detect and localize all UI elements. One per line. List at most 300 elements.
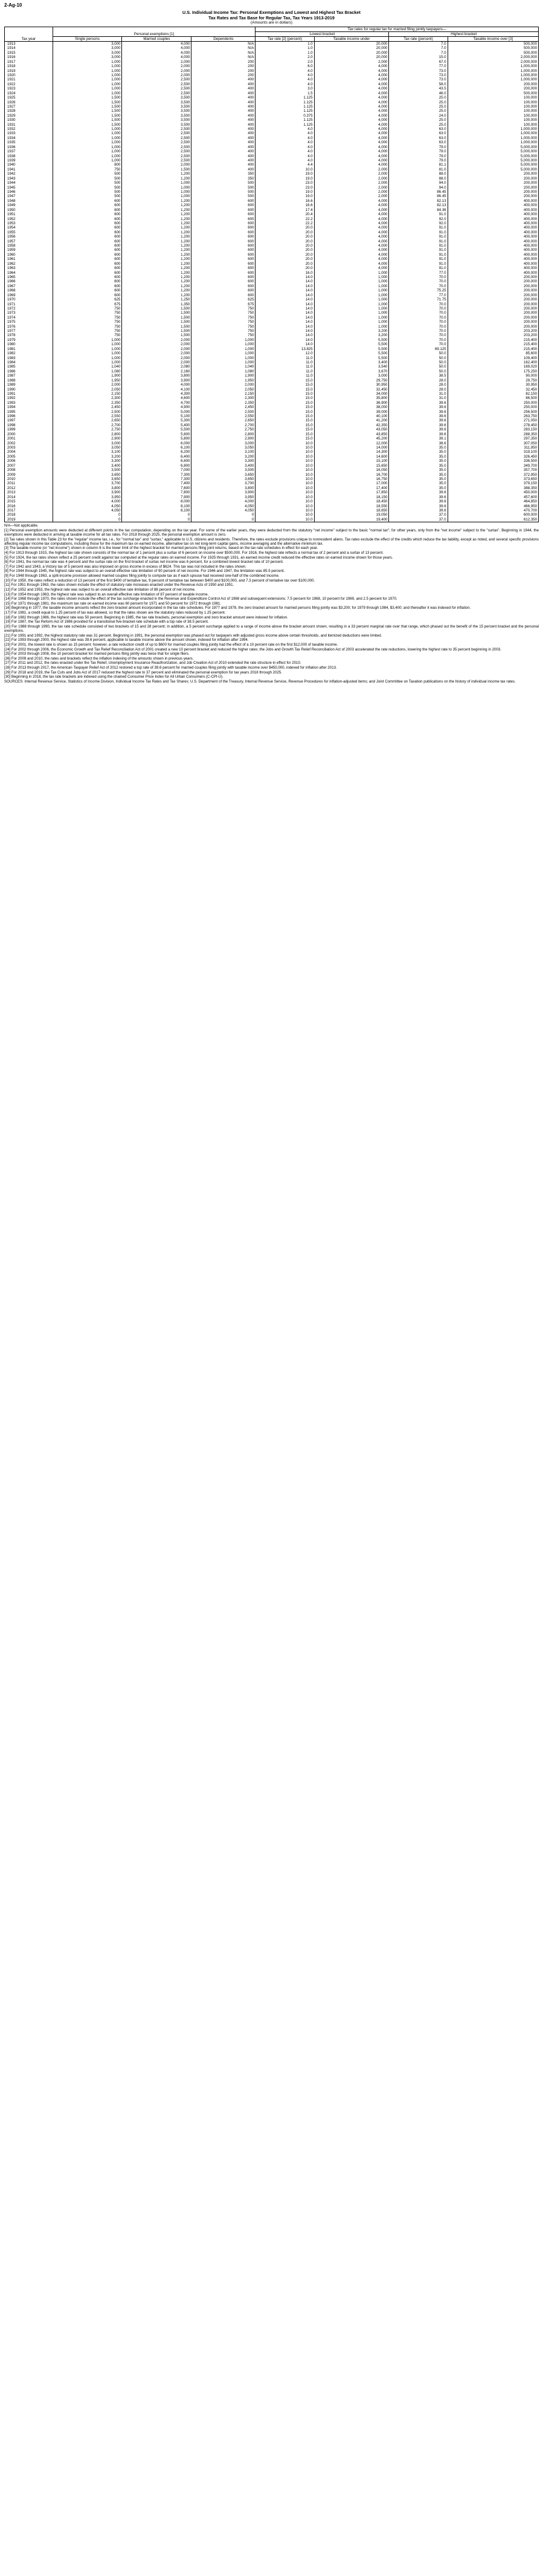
cell-lowest-income: 4,000 [314,149,389,154]
cell-highest-rate: 50.0 [389,351,448,355]
cell-highest-income: 2,000,000 [448,60,538,64]
cell-dependents: 500 [191,181,255,185]
cell-single: 600 [53,262,122,266]
cell-lowest-rate: 4.0 [255,136,314,140]
table-row [5,468,539,472]
cell-tax-year: 1982 [5,351,53,355]
cell-dependents: 600 [191,239,255,244]
cell-tax-year: 1986 [5,369,53,374]
cell-lowest-rate: 10.0 [255,446,314,450]
table-row [5,60,539,64]
cell-married: 2,500 [122,77,191,82]
cell-married: 8,000 [122,499,191,504]
table-row [5,217,539,221]
cell-tax-year: 1928 [5,109,53,113]
cell-married: 2,500 [122,149,191,154]
cell-lowest-rate: 11.0 [255,360,314,365]
cell-dependents: 200 [191,69,255,73]
cell-tax-year: 1990 [5,388,53,392]
table-row [5,105,539,109]
cell-tax-year: 2003 [5,446,53,450]
cell-dependents: 1,900 [191,374,255,378]
cell-highest-income: 200,000 [448,320,538,324]
cell-highest-rate: 73.0 [389,77,448,82]
table-row [5,388,539,392]
cell-highest-rate: 70.0 [389,302,448,307]
cell-highest-rate: 25.0 [389,96,448,100]
cell-lowest-rate: 1.5 [255,91,314,96]
cell-tax-year: 1937 [5,149,53,154]
cell-highest-income: 200,000 [448,307,538,311]
footnote: N/A—Not applicable. [4,524,39,528]
cell-lowest-rate: 1.125 [255,105,314,109]
cell-tax-year: 1934 [5,136,53,140]
cell-highest-rate: 25.0 [389,118,448,122]
cell-lowest-income: 4,000 [314,212,389,216]
cell-tax-year: 2002 [5,441,53,446]
cell-highest-income: 1,000,000 [448,64,538,68]
cell-tax-year: 1959 [5,248,53,252]
cell-lowest-rate: 14.0 [255,275,314,279]
cell-highest-income: 326,450 [448,455,538,459]
cell-dependents: 400 [191,136,255,140]
cell-single: 1,000 [53,64,122,68]
cell-married: 1,200 [122,230,191,235]
cell-tax-year: 1920 [5,73,53,77]
cell-lowest-income: 1,000 [314,293,389,297]
cell-married: 7,900 [122,495,191,499]
cell-married: 2,000 [122,163,191,167]
cell-lowest-rate: 1.0 [255,46,314,50]
header-rates-group: Tax rates for regular tax for married filing jointly taxpayers— [255,27,539,31]
table-row [5,405,539,409]
cell-lowest-rate: 11.0 [255,374,314,378]
cell-married: 2,000 [122,356,191,360]
cell-highest-income: 100,000 [448,123,538,127]
cell-dependents: 350 [191,172,255,176]
cell-lowest-rate: 15.0 [255,418,314,423]
cell-highest-rate: 79.0 [389,158,448,163]
table-row [5,199,539,203]
table-row [5,410,539,414]
cell-married: 0 [122,513,191,517]
cell-lowest-income: 4,000 [314,203,389,207]
cell-lowest-rate: 4.0 [255,158,314,163]
cell-highest-rate: 39.6 [389,499,448,504]
cell-highest-income: 200,000 [448,275,538,279]
cell-single: 600 [53,248,122,252]
cell-highest-rate: 69.125 [389,347,448,351]
footnote: [8] For 1944 through 1945, the highest rate was subject to an overall effective rate limitation of 90 percent of net income. For 1946 and 1947, the limitation was 85.5 percent. [4,569,285,574]
cell-single: 3,900 [53,490,122,495]
cell-highest-income: 162,400 [448,360,538,365]
table-row [5,262,539,266]
tax-rates-table [4,27,539,523]
cell-tax-year: 1944 [5,181,53,185]
table-row [5,383,539,387]
table-row [5,378,539,383]
cell-highest-income: 400,000 [448,257,538,261]
cell-tax-year: 1964 [5,271,53,275]
footnote: [7] For 1942 and 1943, a Victory tax of 5 percent was also imposed on gross income in excess of $624. This tax was not included in the rates shown. [4,564,246,569]
cell-married: 4,100 [122,388,191,392]
table-row [5,513,539,517]
cell-tax-year: 1953 [5,221,53,225]
cell-tax-year: 2000 [5,432,53,436]
cell-dependents: N/A [191,55,255,59]
cell-married: 1,500 [122,333,191,337]
cell-lowest-income: 4,000 [314,77,389,82]
cell-dependents: 750 [191,333,255,337]
cell-married: 1,350 [122,302,191,307]
cell-married: 1,200 [122,217,191,221]
table-row [5,248,539,252]
cell-single: 1,950 [53,378,122,383]
cell-lowest-income: 4,000 [314,163,389,167]
table-row [5,517,539,522]
cell-tax-year: 1960 [5,253,53,257]
cell-dependents: 2,900 [191,436,255,441]
table-row [5,423,539,427]
cell-married: 6,000 [122,441,191,446]
cell-single: 2,650 [53,418,122,423]
cell-lowest-rate: 6.0 [255,64,314,68]
cell-lowest-income: 4,000 [314,221,389,225]
cell-tax-year: 2011 [5,481,53,485]
cell-lowest-rate: 14.0 [255,320,314,324]
table-row [5,293,539,297]
cell-single: 3,000 [53,441,122,446]
cell-highest-rate: 39.6 [389,423,448,427]
footnote: [18] For 1982 through 1986, the highest rate was 50 percent. Beginning in 1985, the tax rate brackets, personal exemption and zero bracket amount were indexed for inflation. [4,615,288,620]
cell-lowest-rate: 14.0 [255,333,314,337]
cell-highest-income: 271,050 [448,418,538,423]
cell-lowest-rate: 19.0 [255,190,314,194]
cell-dependents: 600 [191,288,255,293]
cell-married: 8,100 [122,508,191,513]
cell-lowest-income: 3,000 [314,374,389,378]
cell-married: 7,300 [122,473,191,477]
cell-married: 3,500 [122,114,191,118]
cell-lowest-income: 12,000 [314,441,389,446]
cell-dependents: 500 [191,186,255,190]
cell-lowest-rate: 1.125 [255,100,314,105]
cell-lowest-income: 1,000 [314,325,389,329]
cell-dependents: 2,000 [191,383,255,387]
cell-lowest-income: 4,000 [314,262,389,266]
cell-lowest-income: 4,000 [314,127,389,131]
cell-married: 2,500 [122,145,191,149]
cell-single: 750 [53,329,122,333]
cell-highest-income: 200,000 [448,316,538,320]
cell-tax-year: 1913 [5,42,53,47]
cell-highest-rate: 35.0 [389,481,448,485]
cell-lowest-rate: 4.0 [255,77,314,82]
cell-lowest-rate: 4.0 [255,145,314,149]
footnote: [1] Personal exemption amounts were deducted at different points in the tax computation, depending on the tax year. For some of the earlier years, they were deducted from the statutory "net income" subject to the basic "normal tax"; for other years, only from the "net income" subject to the "surtax". Beginning in 1944, the exemptions were deducted in arriving at taxable income for all tax rates. For 2018 through 2025, the personal exemption amount is zero. [4,528,539,537]
table-row [5,441,539,446]
cell-highest-income: 200,000 [448,177,538,181]
cell-dependents: 500 [191,194,255,198]
cell-single: 1,500 [53,96,122,100]
cell-lowest-income: 4,000 [314,140,389,144]
cell-married: 4,000 [122,46,191,50]
cell-married: 0 [122,517,191,522]
cell-married: 5,600 [122,432,191,436]
cell-tax-year: 1980 [5,342,53,346]
cell-highest-rate: 25.0 [389,123,448,127]
cell-married: 5,000 [122,410,191,414]
cell-highest-rate: 39.6 [389,432,448,436]
cell-dependents: 0 [191,517,255,522]
cell-married: 1,200 [122,212,191,216]
cell-married: 2,000 [122,347,191,351]
cell-married: 1,200 [122,284,191,288]
table-row [5,432,539,436]
cell-highest-income: 400,000 [448,235,538,239]
cell-highest-rate: 35.0 [389,459,448,463]
table-row [5,253,539,257]
cell-highest-rate: 39.6 [389,401,448,405]
cell-tax-year: 1961 [5,257,53,261]
cell-lowest-rate: 10.0 [255,441,314,446]
cell-married: 4,300 [122,392,191,396]
cell-tax-year: 1974 [5,316,53,320]
cell-dependents: 600 [191,266,255,270]
cell-single: 0 [53,517,122,522]
cell-highest-income: 200,000 [448,86,538,91]
cell-lowest-income: 42,350 [314,423,389,427]
table-row [5,284,539,288]
cell-married: 3,500 [122,123,191,127]
cell-single: 1,500 [53,123,122,127]
cell-highest-rate: 39.6 [389,504,448,508]
table-row [5,486,539,490]
cell-lowest-rate: 20.0 [255,257,314,261]
cell-dependents: 3,800 [191,486,255,490]
cell-single: 2,350 [53,401,122,405]
cell-lowest-rate: 22.2 [255,217,314,221]
cell-married: 5,100 [122,414,191,418]
cell-dependents: 3,200 [191,455,255,459]
table-row [5,499,539,504]
cell-single: 500 [53,186,122,190]
cell-married: 2,500 [122,154,191,158]
cell-married: 5,800 [122,436,191,441]
cell-highest-income: 109,400 [448,356,538,360]
cell-dependents: 600 [191,262,255,266]
cell-lowest-rate: 14.0 [255,279,314,284]
cell-tax-year: 1924 [5,91,53,96]
table-title-line-2: Tax Rates and Tax Base for Regular Tax, Tax Years 1913-2019 [208,15,335,21]
cell-single: 4,050 [53,504,122,508]
footnote: [30] Beginning in 2018, the tax rate brackets are indexed using the chained Consumer Price Index for All Urban Consumers (C-CPI-U). [4,675,223,680]
footnote: [21] For 1991 and 1992, the highest statutory rate was 31 percent. Beginning in 1991, the personal exemption was phased out for taxpayers with adjusted gross income above certain thresholds, and itemized deductions were limited. [4,633,382,638]
cell-highest-income: 1,000,000 [448,131,538,135]
cell-lowest-income: 4,000 [314,145,389,149]
cell-highest-income: 464,850 [448,499,538,504]
cell-lowest-rate: 15.0 [255,423,314,427]
cell-married: 3,800 [122,374,191,378]
cell-highest-rate: 77.0 [389,293,448,297]
cell-lowest-income: 14,600 [314,455,389,459]
cell-lowest-rate: 15.0 [255,410,314,414]
cell-dependents: N/A [191,46,255,50]
cell-tax-year: 1994 [5,405,53,409]
cell-single: 500 [53,194,122,198]
cell-married: 1,200 [122,293,191,297]
cell-lowest-income: 2,000 [314,167,389,172]
cell-married: 2,000 [122,360,191,365]
cell-single: 1,500 [53,109,122,113]
cell-dependents: 3,300 [191,459,255,463]
cell-highest-income: 278,450 [448,423,538,427]
cell-highest-income: 169,020 [448,365,538,369]
cell-single: 600 [53,293,122,297]
table-row [5,288,539,293]
cell-single: 1,000 [53,69,122,73]
table-row [5,114,539,118]
cell-highest-income: 388,350 [448,486,538,490]
header-lowest-rate: Tax rate [2] (percent) [255,36,314,41]
cell-lowest-rate: 10.0 [255,473,314,477]
cell-dependents: 400 [191,145,255,149]
cell-highest-rate: 7.0 [389,51,448,55]
cell-highest-income: 373,650 [448,477,538,481]
cell-highest-rate: 81.1 [389,163,448,167]
cell-highest-rate: 88.0 [389,172,448,176]
cell-highest-rate: 25.0 [389,109,448,113]
table-row [5,477,539,481]
table-row [5,42,539,47]
cell-married: 1,200 [122,275,191,279]
cell-tax-year: 1969 [5,293,53,297]
cell-highest-rate: 38.6 [389,441,448,446]
cell-highest-income: 32,450 [448,388,538,392]
cell-dependents: 350 [191,177,255,181]
cell-lowest-rate: 17.4 [255,208,314,212]
cell-married: 1,200 [122,288,191,293]
cell-single: 1,000 [53,154,122,158]
cell-tax-year: 1935 [5,140,53,144]
cell-highest-rate: 50.0 [389,356,448,360]
cell-lowest-income: 1,000 [314,311,389,315]
cell-married: 3,500 [122,105,191,109]
cell-tax-year: 1927 [5,105,53,109]
cell-highest-rate: 35.0 [389,464,448,468]
cell-dependents: 400 [191,123,255,127]
cell-lowest-income: 4,000 [314,208,389,212]
cell-single: 600 [53,217,122,221]
cell-highest-rate: 70.0 [389,311,448,315]
cell-highest-rate: 39.1 [389,436,448,441]
cell-tax-year: 2018 [5,513,53,517]
cell-lowest-income: 16,750 [314,477,389,481]
cell-lowest-rate: 1.125 [255,123,314,127]
cell-lowest-income: 5,500 [314,338,389,342]
cell-lowest-rate: 16.0 [255,271,314,275]
header-personal-exemptions: Personal exemptions [1] [53,27,255,36]
cell-dependents: 600 [191,203,255,207]
cell-lowest-income: 3,400 [314,360,389,365]
cell-single: 1,000 [53,127,122,131]
cell-tax-year: 1931 [5,123,53,127]
footnote: [6] For 1941, the normal tax rate was 4 percent and the surtax rate on the first bracket of surtax net income was 6 percent, for a combined lowest bracket rate of 10 percent. [4,560,284,565]
cell-lowest-rate: 20.0 [255,230,314,235]
cell-highest-rate: 50.0 [389,369,448,374]
table-row [5,100,539,105]
cell-lowest-income: 2,000 [314,186,389,190]
table-row [5,297,539,302]
cell-tax-year: 1922 [5,82,53,86]
cell-married: 4,000 [122,51,191,55]
table-row [5,172,539,176]
cell-dependents: N/A [191,42,255,47]
table-row [5,464,539,468]
cell-dependents: 2,500 [191,410,255,414]
table-row [5,365,539,369]
cell-married: 1,200 [122,203,191,207]
table-row [5,46,539,50]
cell-tax-year: 1971 [5,302,53,307]
cell-tax-year: 1949 [5,203,53,207]
cell-highest-rate: 31.0 [389,396,448,400]
cell-lowest-income: 17,000 [314,481,389,485]
cell-dependents: 1,000 [191,360,255,365]
cell-dependents: 400 [191,167,255,172]
cell-tax-year: 1917 [5,60,53,64]
cell-tax-year: 1984 [5,360,53,365]
cell-single: 500 [53,172,122,176]
cell-lowest-rate: 15.0 [255,414,314,418]
cell-single: 600 [53,275,122,279]
cell-single: 1,500 [53,118,122,122]
cell-dependents: 400 [191,114,255,118]
cell-married: 1,200 [122,239,191,244]
table-row [5,158,539,163]
cell-married: 3,500 [122,118,191,122]
cell-tax-year: 1970 [5,297,53,302]
header-lowest-income: Taxable income under [314,36,389,41]
cell-highest-income: 200,000 [448,311,538,315]
cell-highest-rate: 81.0 [389,167,448,172]
table-row [5,127,539,131]
cell-highest-rate: 15.0 [389,55,448,59]
cell-single: 3,950 [53,495,122,499]
cell-dependents: 4,050 [191,504,255,508]
cell-dependents: 400 [191,96,255,100]
cell-married: 1,200 [122,225,191,230]
cell-lowest-rate: 14.0 [255,311,314,315]
cell-tax-year: 1973 [5,311,53,315]
cell-highest-rate: 39.6 [389,490,448,495]
cell-dependents: 2,350 [191,401,255,405]
cell-highest-income: 215,400 [448,338,538,342]
table-row [5,55,539,59]
cell-dependents: 0 [191,513,255,517]
cell-highest-income: 500,000 [448,91,538,96]
cell-tax-year: 1948 [5,199,53,203]
cell-lowest-income: 29,750 [314,378,389,383]
cell-lowest-income: 20,000 [314,46,389,50]
cell-dependents: 3,000 [191,441,255,446]
cell-dependents: 2,700 [191,423,255,427]
cell-tax-year: 1962 [5,262,53,266]
cell-single: 3,650 [53,477,122,481]
cell-single: 600 [53,221,122,225]
cell-highest-income: 400,000 [448,221,538,225]
cell-lowest-income: 4,000 [314,199,389,203]
